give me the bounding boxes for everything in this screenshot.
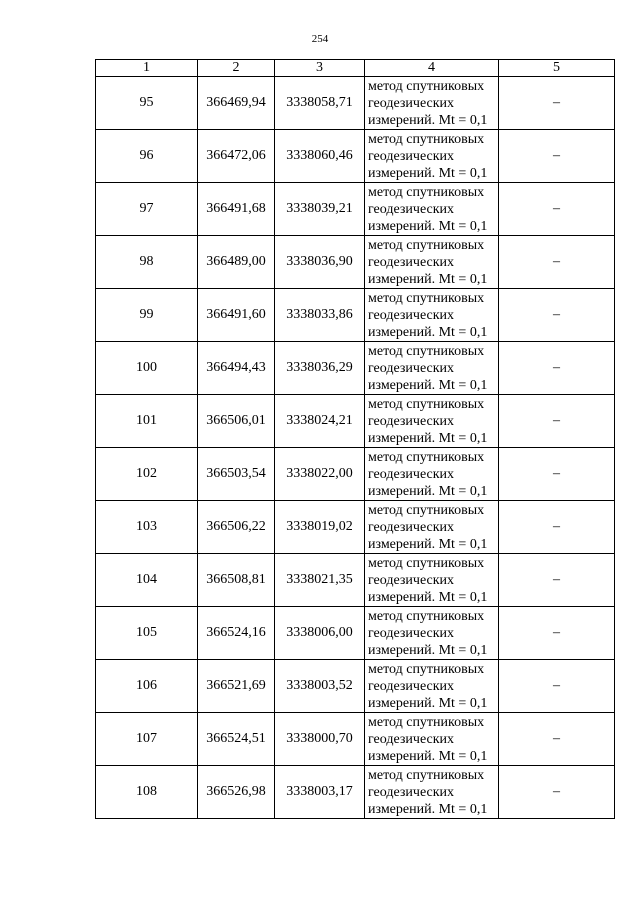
method-line: геодезических	[368, 254, 455, 270]
method-line: геодезических	[368, 784, 455, 800]
method-line: измерений. Mt = 0,1	[368, 695, 488, 711]
method-line: измерений. Mt = 0,1	[368, 430, 488, 446]
note-dash: –	[499, 130, 615, 183]
point-number: 104	[96, 554, 198, 607]
method-line: измерений. Mt = 0,1	[368, 748, 488, 764]
note-dash: –	[499, 766, 615, 819]
method-line: геодезических	[368, 466, 455, 482]
method-cell	[365, 448, 499, 501]
point-number: 98	[96, 236, 198, 289]
method-line: геодезических	[368, 625, 455, 641]
method-line: метод спутниковых	[368, 343, 485, 359]
column-header-3: 3	[275, 60, 365, 77]
method-line: геодезических	[368, 360, 455, 376]
method-line: геодезических	[368, 201, 455, 217]
y-coordinate: 3338036,29	[275, 342, 365, 395]
y-coordinate: 3338022,00	[275, 448, 365, 501]
point-number: 101	[96, 395, 198, 448]
table-row	[96, 713, 615, 766]
column-header-1: 1	[96, 60, 198, 77]
note-dash: –	[499, 660, 615, 713]
method-line: геодезических	[368, 307, 455, 323]
y-coordinate: 3338036,90	[275, 236, 365, 289]
y-coordinate: 3338033,86	[275, 289, 365, 342]
method-cell	[365, 395, 499, 448]
y-coordinate: 3338006,00	[275, 607, 365, 660]
point-number: 105	[96, 607, 198, 660]
method-line: измерений. Mt = 0,1	[368, 112, 488, 128]
method-line: геодезических	[368, 95, 455, 111]
x-coordinate: 366503,54	[198, 448, 275, 501]
method-line: метод спутниковых	[368, 396, 485, 412]
table-row	[96, 554, 615, 607]
x-coordinate: 366469,94	[198, 77, 275, 130]
point-number: 107	[96, 713, 198, 766]
point-number: 106	[96, 660, 198, 713]
note-dash: –	[499, 395, 615, 448]
method-line: измерений. Mt = 0,1	[368, 377, 488, 393]
note-dash: –	[499, 554, 615, 607]
note-dash: –	[499, 713, 615, 766]
table-row	[96, 766, 615, 819]
method-cell	[365, 607, 499, 660]
method-cell	[365, 342, 499, 395]
x-coordinate: 366524,51	[198, 713, 275, 766]
method-line: геодезических	[368, 572, 455, 588]
x-coordinate: 366506,01	[198, 395, 275, 448]
method-cell	[365, 660, 499, 713]
method-line: метод спутниковых	[368, 449, 485, 465]
x-coordinate: 366524,16	[198, 607, 275, 660]
point-number: 96	[96, 130, 198, 183]
method-line: геодезических	[368, 148, 455, 164]
method-line: измерений. Mt = 0,1	[368, 483, 488, 499]
note-dash: –	[499, 236, 615, 289]
point-number: 99	[96, 289, 198, 342]
method-line: метод спутниковых	[368, 608, 485, 624]
note-dash: –	[499, 77, 615, 130]
column-header-5: 5	[499, 60, 615, 77]
method-line: измерений. Mt = 0,1	[368, 536, 488, 552]
method-line: метод спутниковых	[368, 661, 485, 677]
point-number: 100	[96, 342, 198, 395]
x-coordinate: 366491,60	[198, 289, 275, 342]
method-line: метод спутниковых	[368, 767, 485, 783]
table-row	[96, 448, 615, 501]
point-number: 103	[96, 501, 198, 554]
y-coordinate: 3338000,70	[275, 713, 365, 766]
column-header-4: 4	[365, 60, 499, 77]
method-line: метод спутниковых	[368, 290, 485, 306]
method-line: измерений. Mt = 0,1	[368, 324, 488, 340]
method-line: измерений. Mt = 0,1	[368, 165, 488, 181]
x-coordinate: 366489,00	[198, 236, 275, 289]
column-header-2: 2	[198, 60, 275, 77]
method-cell	[365, 183, 499, 236]
x-coordinate: 366506,22	[198, 501, 275, 554]
method-line: геодезических	[368, 519, 455, 535]
point-number: 102	[96, 448, 198, 501]
y-coordinate: 3338060,46	[275, 130, 365, 183]
method-line: геодезических	[368, 731, 455, 747]
method-line: метод спутниковых	[368, 78, 485, 94]
method-cell	[365, 713, 499, 766]
method-line: метод спутниковых	[368, 714, 485, 730]
table-row	[96, 130, 615, 183]
method-cell	[365, 766, 499, 819]
method-cell	[365, 77, 499, 130]
coordinates-table	[95, 59, 615, 819]
note-dash: –	[499, 501, 615, 554]
method-cell	[365, 289, 499, 342]
table-row	[96, 607, 615, 660]
method-line: измерений. Mt = 0,1	[368, 218, 488, 234]
y-coordinate: 3338003,52	[275, 660, 365, 713]
x-coordinate: 366508,81	[198, 554, 275, 607]
note-dash: –	[499, 607, 615, 660]
table-row	[96, 342, 615, 395]
y-coordinate: 3338039,21	[275, 183, 365, 236]
y-coordinate: 3338058,71	[275, 77, 365, 130]
point-number: 108	[96, 766, 198, 819]
x-coordinate: 366472,06	[198, 130, 275, 183]
x-coordinate: 366491,68	[198, 183, 275, 236]
x-coordinate: 366526,98	[198, 766, 275, 819]
method-line: метод спутниковых	[368, 131, 485, 147]
method-line: измерений. Mt = 0,1	[368, 589, 488, 605]
method-line: метод спутниковых	[368, 555, 485, 571]
x-coordinate: 366521,69	[198, 660, 275, 713]
note-dash: –	[499, 183, 615, 236]
method-line: метод спутниковых	[368, 502, 485, 518]
method-line: геодезических	[368, 413, 455, 429]
table-row	[96, 395, 615, 448]
method-cell	[365, 554, 499, 607]
method-line: измерений. Mt = 0,1	[368, 271, 488, 287]
method-line: измерений. Mt = 0,1	[368, 801, 488, 817]
x-coordinate: 366494,43	[198, 342, 275, 395]
y-coordinate: 3338003,17	[275, 766, 365, 819]
note-dash: –	[499, 448, 615, 501]
table-row	[96, 77, 615, 130]
page-number: 254	[311, 33, 329, 45]
y-coordinate: 3338021,35	[275, 554, 365, 607]
table-row	[96, 660, 615, 713]
point-number: 97	[96, 183, 198, 236]
note-dash: –	[499, 342, 615, 395]
table-row	[96, 236, 615, 289]
method-cell	[365, 501, 499, 554]
method-line: измерений. Mt = 0,1	[368, 642, 488, 658]
note-dash: –	[499, 289, 615, 342]
y-coordinate: 3338024,21	[275, 395, 365, 448]
method-cell	[365, 236, 499, 289]
method-line: геодезических	[368, 678, 455, 694]
y-coordinate: 3338019,02	[275, 501, 365, 554]
method-line: метод спутниковых	[368, 237, 485, 253]
table-row	[96, 289, 615, 342]
point-number: 95	[96, 77, 198, 130]
table-row	[96, 183, 615, 236]
method-cell	[365, 130, 499, 183]
table-header-row	[96, 60, 615, 77]
method-line: метод спутниковых	[368, 184, 485, 200]
table-row	[96, 501, 615, 554]
